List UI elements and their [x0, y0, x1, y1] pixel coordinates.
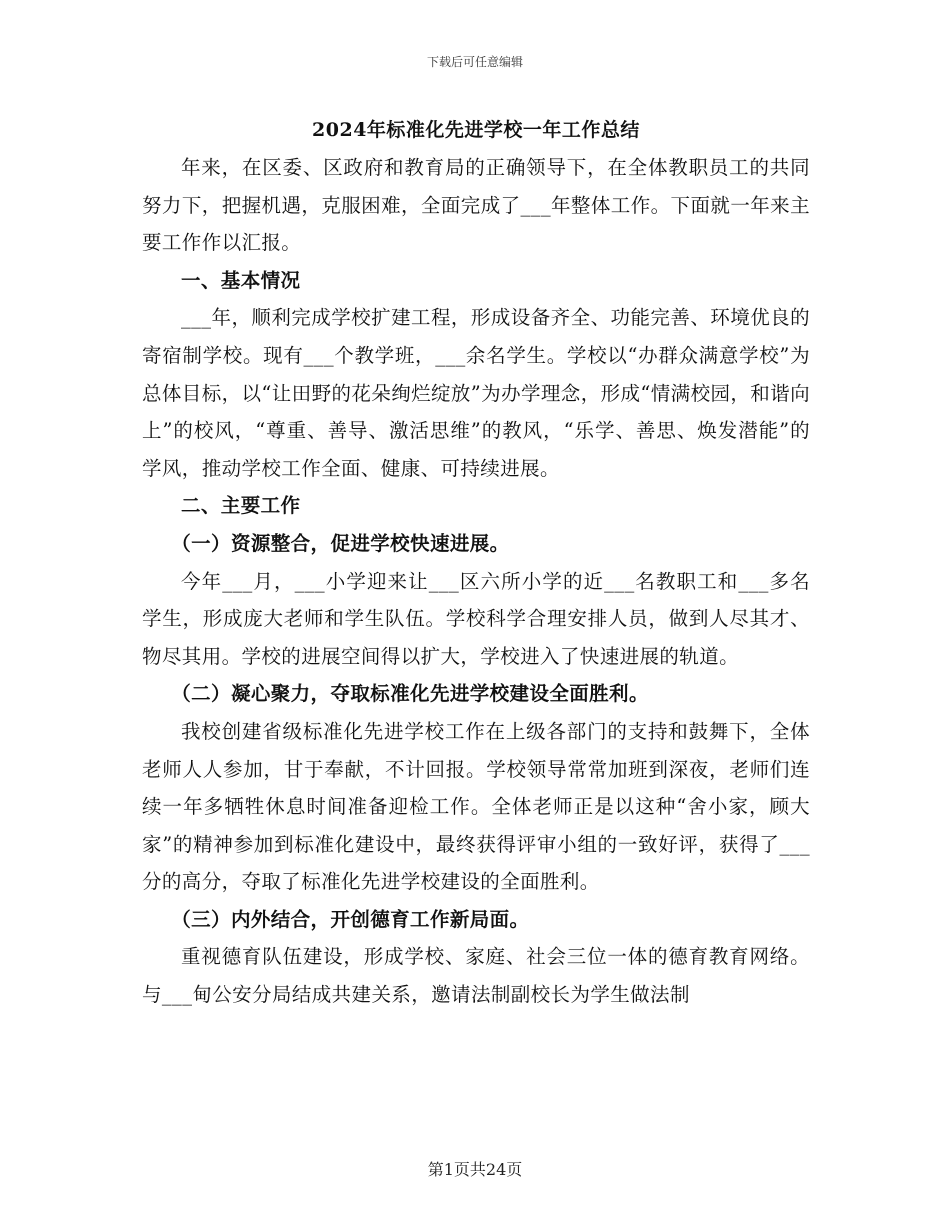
subsection-heading-moral-education: （三）内外结合，开创德育工作新局面。: [171, 907, 530, 931]
page-header-note: 下载后可任意编辑: [426, 55, 523, 69]
intro-paragraph: 年来，在区委、区政府和教育局的正确领导下，在全体教职员工的共同努力下，把握机遇，克服困难，全面完成了___年整体工作。下面就一年来主要工作作以汇报。: [142, 156, 810, 255]
resource-integration-paragraph: 今年___月，___小学迎来让___区六所小学的近___名教职工和___多名学生，形成庞大老师和学生队伍。学校科学合理安排人员，做到人尽其才、物尽其用。学校的进展空间得以扩大，学校进入了快速进展的轨道。: [142, 569, 810, 668]
moral-education-paragraph: 重视德育队伍建设，形成学校、家庭、社会三位一体的德育教育网络。与___甸公安分局结成共建关系，邀请法制副校长为学生做法制: [142, 945, 810, 1007]
basic-situation-paragraph: ___年，顺利完成学校扩建工程，形成设备齐全、功能完善、环境优良的寄宿制学校。现有___个教学班，___余名学生。学校以“办群众满意学校”为总体目标，以“让田野的花朵绚烂绽放”为办学理念，形成“情满校园，和谐向上”的校风，“尊重、善导、激活思维”的教风，“乐学、善思、焕发潜能”的学风，推动学校工作全面、健康、可持续进展。: [142, 306, 810, 480]
section-heading-main-work: 二、主要工作: [181, 494, 301, 518]
subsection-heading-resource-integration: （一）资源整合，促进学校快速进展。: [171, 531, 510, 555]
document-body: [142, 112, 810, 1014]
section-heading-basic-situation: 一、基本情况: [181, 268, 301, 292]
page-number-footer: 第1页共24页: [427, 1160, 523, 1179]
standardization-paragraph: 我校创建省级标准化先进学校工作在上级各部门的支持和鼓舞下，全体老师人人参加，甘于奉献，不计回报。学校领导常常加班到深夜，老师们连续一年多牺牲休息时间准备迎检工作。全体老师正是以这种“舍小家，顾大家”的精神参加到标准化建设中，最终获得评审小组的一致好评，获得了___分的高分，夺取了标准化先进学校建设的全面胜利。: [142, 719, 810, 894]
document-title: 2024年标准化先进学校一年工作总结: [312, 119, 640, 141]
subsection-heading-standardization: （二）凝心聚力，夺取标准化先进学校建设全面胜利。: [171, 682, 649, 706]
